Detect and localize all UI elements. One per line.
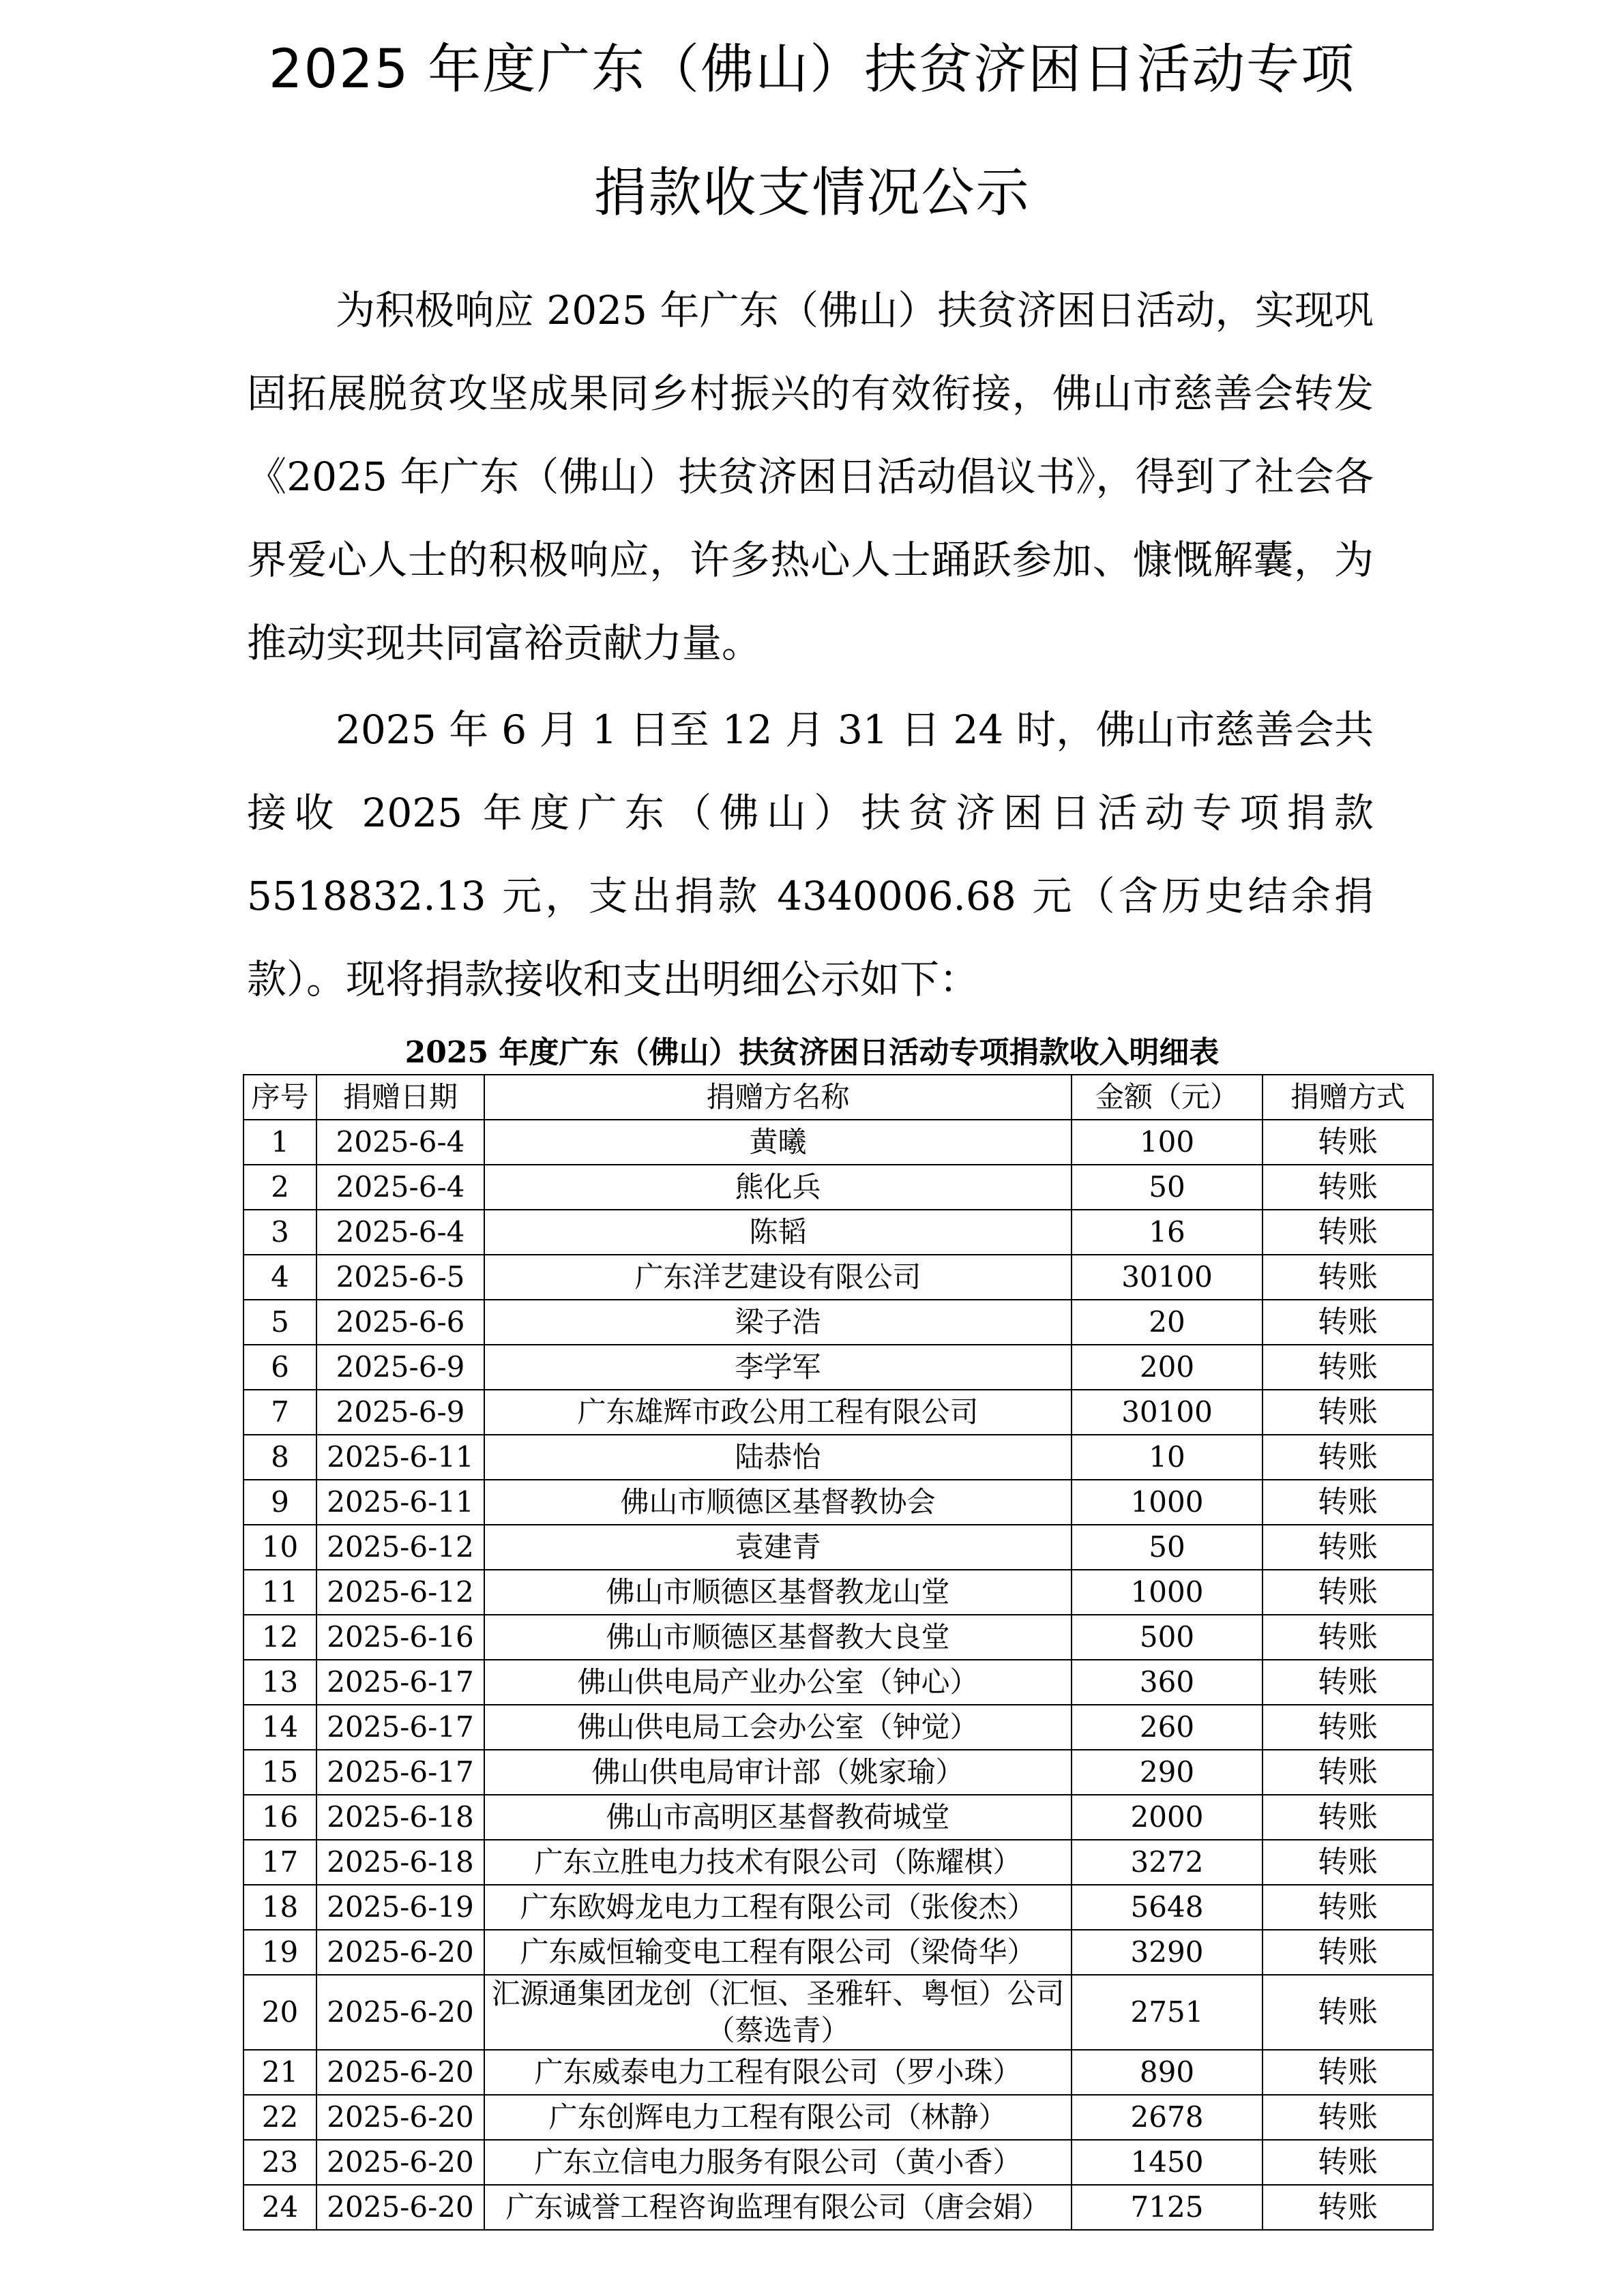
cell-method: 转账 — [1263, 1885, 1433, 1930]
cell-method: 转账 — [1263, 1570, 1433, 1615]
cell-name: 熊化兵 — [484, 1165, 1072, 1210]
cell-method: 转账 — [1263, 1705, 1433, 1750]
cell-amount: 360 — [1072, 1660, 1263, 1705]
cell-date: 2025-6-5 — [316, 1255, 484, 1300]
cell-method: 转账 — [1263, 2050, 1433, 2095]
cell-no: 14 — [243, 1705, 316, 1750]
page-title-line-1: 2025 年度广东（佛山）扶贫济困日活动专项 — [268, 39, 1356, 100]
summary-paragraph: 2025 年 6 月 1 日至 12 月 31 日 24 时，佛山市慈善会共接收 2025 年度广东（佛山）扶贫济困日活动专项捐款 5518832.13 元，支出捐款 4340006.68 元（含历史结余捐款）。现将捐款接收和支出明细公示如下： — [247, 706, 1374, 1002]
cell-no: 9 — [243, 1480, 316, 1525]
cell-date: 2025-6-20 — [316, 2140, 484, 2185]
cell-date: 2025-6-18 — [316, 1795, 484, 1840]
table-row — [243, 1750, 1433, 1795]
cell-no: 5 — [243, 1300, 316, 1345]
table-body — [243, 1120, 1433, 2230]
cell-amount: 50 — [1072, 1165, 1263, 1210]
cell-no: 22 — [243, 2095, 316, 2140]
cell-name: 佛山市顺德区基督教大良堂 — [484, 1615, 1072, 1660]
header-name: 捐赠方名称 — [484, 1075, 1072, 1120]
cell-date: 2025-6-17 — [316, 1660, 484, 1705]
cell-no: 3 — [243, 1210, 316, 1255]
cell-no: 24 — [243, 2185, 316, 2230]
table-row — [243, 1660, 1433, 1705]
cell-date: 2025-6-11 — [316, 1435, 484, 1480]
cell-name: 广东雄辉市政公用工程有限公司 — [484, 1390, 1072, 1435]
cell-amount: 2751 — [1072, 1975, 1263, 2050]
cell-name: 佛山市顺德区基督教龙山堂 — [484, 1570, 1072, 1615]
cell-name: 佛山供电局工会办公室（钟觉） — [484, 1705, 1072, 1750]
cell-name: 广东诚誉工程咨询监理有限公司（唐会娟） — [484, 2185, 1072, 2230]
cell-date: 2025-6-20 — [316, 2185, 484, 2230]
cell-date: 2025-6-20 — [316, 2095, 484, 2140]
cell-name: 佛山市高明区基督教荷城堂 — [484, 1795, 1072, 1840]
cell-name: 陈韬 — [484, 1210, 1072, 1255]
table-row — [243, 1705, 1433, 1750]
cell-amount: 3272 — [1072, 1840, 1263, 1885]
cell-method: 转账 — [1263, 1795, 1433, 1840]
cell-name: 佛山市顺德区基督教协会 — [484, 1480, 1072, 1525]
cell-no: 21 — [243, 2050, 316, 2095]
cell-date: 2025-6-17 — [316, 1705, 484, 1750]
cell-method: 转账 — [1263, 1525, 1433, 1570]
cell-name: 广东立信电力服务有限公司（黄小香） — [484, 2140, 1072, 2185]
cell-no: 19 — [243, 1930, 316, 1975]
cell-no: 18 — [243, 1885, 316, 1930]
table-row — [243, 1480, 1433, 1525]
cell-no: 10 — [243, 1525, 316, 1570]
cell-name: 李学军 — [484, 1345, 1072, 1390]
table-row — [243, 1885, 1433, 1930]
cell-method: 转账 — [1263, 1390, 1433, 1435]
table-row — [243, 1255, 1433, 1300]
cell-method: 转账 — [1263, 1120, 1433, 1165]
cell-amount: 100 — [1072, 1120, 1263, 1165]
cell-name: 梁子浩 — [484, 1300, 1072, 1345]
cell-method: 转账 — [1263, 1345, 1433, 1390]
header-method: 捐赠方式 — [1263, 1075, 1433, 1120]
cell-method: 转账 — [1263, 2185, 1433, 2230]
cell-name: 广东欧姆龙电力工程有限公司（张俊杰） — [484, 1885, 1072, 1930]
cell-amount: 50 — [1072, 1525, 1263, 1570]
table-row — [243, 1345, 1433, 1390]
cell-no: 23 — [243, 2140, 316, 2185]
cell-method: 转账 — [1263, 1255, 1433, 1300]
cell-amount: 16 — [1072, 1210, 1263, 1255]
cell-amount: 890 — [1072, 2050, 1263, 2095]
table-row — [243, 1165, 1433, 1210]
cell-date: 2025-6-9 — [316, 1345, 484, 1390]
table-row — [243, 1840, 1433, 1885]
table-caption: 2025 年度广东（佛山）扶贫济困日活动专项捐款收入明细表 — [404, 1035, 1220, 1070]
table-row — [243, 2185, 1433, 2230]
cell-name: 广东创辉电力工程有限公司（林静） — [484, 2095, 1072, 2140]
cell-no: 16 — [243, 1795, 316, 1840]
table-row — [243, 1390, 1433, 1435]
cell-amount: 30100 — [1072, 1255, 1263, 1300]
page-title-line-2: 捐款收支情况公示 — [593, 162, 1031, 224]
cell-method: 转账 — [1263, 1930, 1433, 1975]
cell-date: 2025-6-12 — [316, 1570, 484, 1615]
table-row — [243, 1570, 1433, 1615]
donation-income-table — [243, 1074, 1434, 2231]
cell-date: 2025-6-9 — [316, 1390, 484, 1435]
cell-method: 转账 — [1263, 1435, 1433, 1480]
table-row — [243, 1615, 1433, 1660]
cell-amount: 290 — [1072, 1750, 1263, 1795]
cell-date: 2025-6-16 — [316, 1615, 484, 1660]
cell-date: 2025-6-18 — [316, 1840, 484, 1885]
cell-method: 转账 — [1263, 2095, 1433, 2140]
cell-amount: 5648 — [1072, 1885, 1263, 1930]
cell-amount: 30100 — [1072, 1390, 1263, 1435]
cell-method: 转账 — [1263, 1300, 1433, 1345]
cell-amount: 1000 — [1072, 1480, 1263, 1525]
cell-no: 8 — [243, 1435, 316, 1480]
cell-method: 转账 — [1263, 1750, 1433, 1795]
cell-method: 转账 — [1263, 1840, 1433, 1885]
cell-date: 2025-6-6 — [316, 1300, 484, 1345]
cell-no: 6 — [243, 1345, 316, 1390]
cell-no: 17 — [243, 1840, 316, 1885]
cell-date: 2025-6-11 — [316, 1480, 484, 1525]
cell-amount: 7125 — [1072, 2185, 1263, 2230]
table-row — [243, 2140, 1433, 2185]
table-row — [243, 2050, 1433, 2095]
header-amount: 金额（元） — [1072, 1075, 1263, 1120]
cell-no: 15 — [243, 1750, 316, 1795]
cell-name: 佛山供电局产业办公室（钟心） — [484, 1660, 1072, 1705]
table-row — [243, 1300, 1433, 1345]
table-row — [243, 1525, 1433, 1570]
table-row — [243, 1795, 1433, 1840]
table-row — [243, 1210, 1433, 1255]
cell-method: 转账 — [1263, 1165, 1433, 1210]
table-row — [243, 2095, 1433, 2140]
header-no: 序号 — [243, 1075, 316, 1120]
cell-method: 转账 — [1263, 1615, 1433, 1660]
cell-name: 广东威恒输变电工程有限公司（梁倚华） — [484, 1930, 1072, 1975]
cell-amount: 1450 — [1072, 2140, 1263, 2185]
cell-name: 陆恭怡 — [484, 1435, 1072, 1480]
cell-date: 2025-6-19 — [316, 1885, 484, 1930]
cell-name: 广东洋艺建设有限公司 — [484, 1255, 1072, 1300]
cell-method: 转账 — [1263, 1975, 1433, 2050]
intro-paragraph: 为积极响应 2025 年广东（佛山）扶贫济困日活动，实现巩固拓展脱贫攻坚成果同乡村振兴的有效衔接，佛山市慈善会转发《2025 年广东（佛山）扶贫济困日活动倡议书》，得到了社会各界爱心人士的积极响应，许多热心人士踊跃参加、慷慨解囊，为推动实现共同富裕贡献力量。 — [247, 287, 1374, 666]
cell-no: 7 — [243, 1390, 316, 1435]
cell-amount: 260 — [1072, 1705, 1263, 1750]
cell-amount: 3290 — [1072, 1930, 1263, 1975]
table-header-row — [243, 1075, 1433, 1120]
cell-name: 广东立胜电力技术有限公司（陈耀棋） — [484, 1840, 1072, 1885]
cell-name: 汇源通集团龙创（汇恒、圣雅轩、粤恒）公司（蔡选青） — [484, 1975, 1072, 2050]
table-row — [243, 1435, 1433, 1480]
cell-no: 13 — [243, 1660, 316, 1705]
cell-method: 转账 — [1263, 1660, 1433, 1705]
cell-amount: 2678 — [1072, 2095, 1263, 2140]
cell-date: 2025-6-4 — [316, 1120, 484, 1165]
cell-no: 12 — [243, 1615, 316, 1660]
cell-method: 转账 — [1263, 1210, 1433, 1255]
cell-amount: 2000 — [1072, 1795, 1263, 1840]
cell-amount: 500 — [1072, 1615, 1263, 1660]
cell-date: 2025-6-4 — [316, 1210, 484, 1255]
cell-no: 4 — [243, 1255, 316, 1300]
table-row — [243, 1975, 1433, 2050]
cell-date: 2025-6-12 — [316, 1525, 484, 1570]
header-date: 捐赠日期 — [316, 1075, 484, 1120]
cell-date: 2025-6-17 — [316, 1750, 484, 1795]
cell-method: 转账 — [1263, 2140, 1433, 2185]
cell-amount: 200 — [1072, 1345, 1263, 1390]
table-row — [243, 1120, 1433, 1165]
table-row — [243, 1930, 1433, 1975]
cell-no: 1 — [243, 1120, 316, 1165]
cell-date: 2025-6-20 — [316, 1975, 484, 2050]
cell-name: 广东威泰电力工程有限公司（罗小珠） — [484, 2050, 1072, 2095]
cell-no: 11 — [243, 1570, 316, 1615]
cell-date: 2025-6-20 — [316, 1930, 484, 1975]
cell-no: 20 — [243, 1975, 316, 2050]
cell-amount: 1000 — [1072, 1570, 1263, 1615]
cell-no: 2 — [243, 1165, 316, 1210]
cell-date: 2025-6-4 — [316, 1165, 484, 1210]
cell-name: 黄曦 — [484, 1120, 1072, 1165]
cell-amount: 20 — [1072, 1300, 1263, 1345]
cell-name: 袁建青 — [484, 1525, 1072, 1570]
cell-amount: 10 — [1072, 1435, 1263, 1480]
cell-name: 佛山供电局审计部（姚家瑜） — [484, 1750, 1072, 1795]
cell-method: 转账 — [1263, 1480, 1433, 1525]
cell-date: 2025-6-20 — [316, 2050, 484, 2095]
